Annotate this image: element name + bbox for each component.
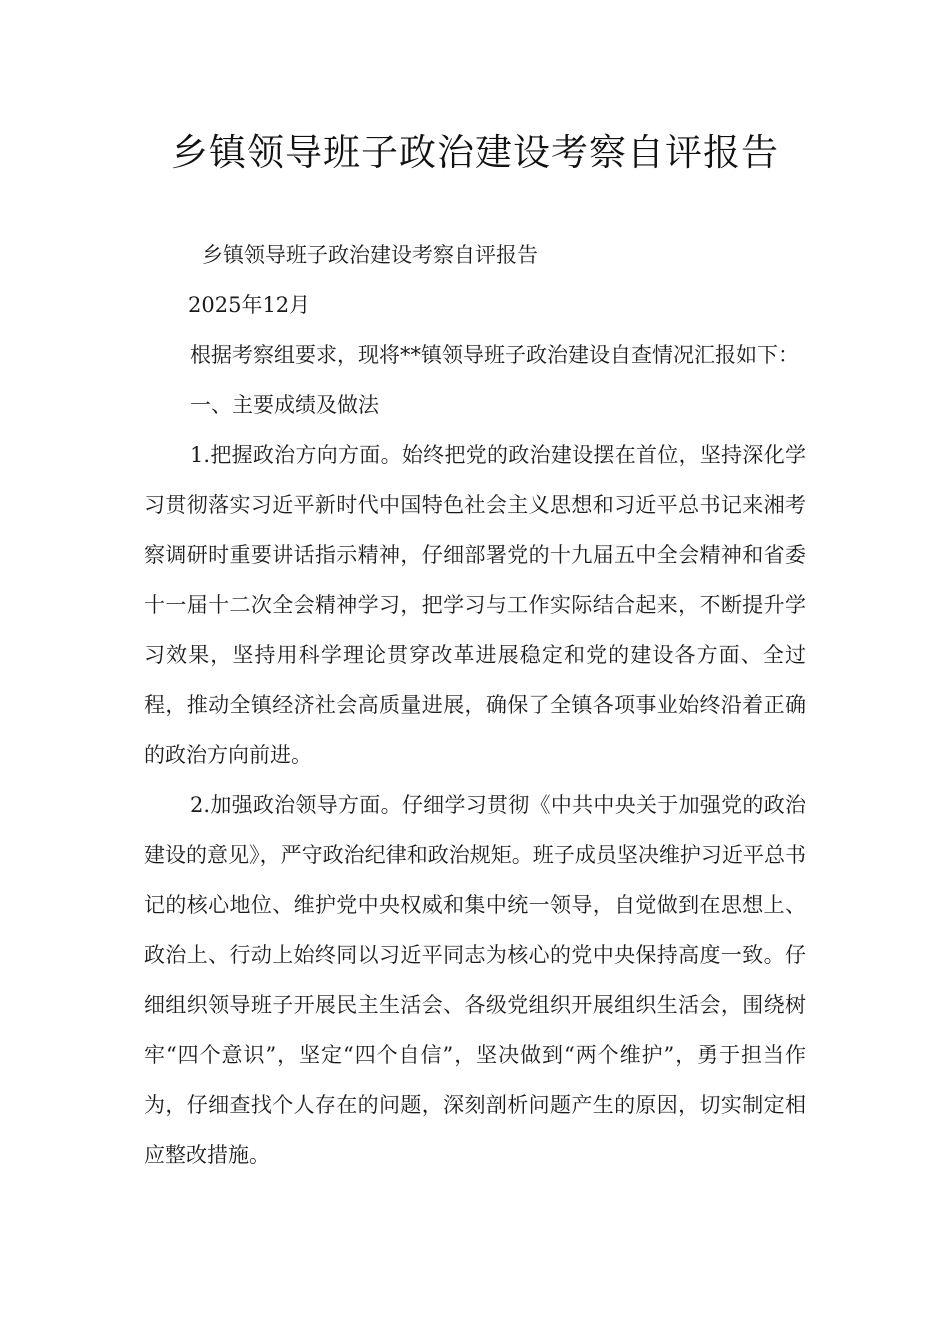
document-body xyxy=(144,230,806,1180)
document-subtitle: 乡镇领导班子政治建设考察自评报告 xyxy=(202,243,538,267)
document-date: 2025年12月 xyxy=(188,293,311,317)
document-title: 乡镇领导班子政治建设考察自评报告 xyxy=(171,131,779,174)
paragraph-political-direction: 1.把握政治方向方面。始终把党的政治建设摆在首位，坚持深化学习贯彻落实习近平新时代中国特色社会主义思想和习近平总书记来湘考察调研时重要讲话指示精神，仔细部署党的十九届五中全会精神和省委十一届十二次全会精神学习，把学习与工作实际结合起来，不断提升学习效果，坚持用科学理论贯穿改革进展稳定和党的建设各方面、全过程，推动全镇经济社会高质量进展，确保了全镇各项事业始终沿着正确的政治方向前进。 xyxy=(144,443,806,767)
intro-paragraph: 根据考察组要求，现将**镇领导班子政治建设自查情况汇报如下： xyxy=(190,343,799,367)
paragraph-political-leadership: 2.加强政治领导方面。仔细学习贯彻《中共中央关于加强党的政治建设的意见》，严守政治纪律和政治规矩。班子成员坚决维护习近平总书记的核心地位、维护党中央权威和集中统一领导，自觉做到在思想上、政治上、行动上始终同以习近平同志为核心的党中央保持高度一致。仔细组织领导班子开展民主生活会、各级党组织开展组织生活会，围绕树牢“四个意识”，坚定“四个自信”，坚决做到“两个维护”，勇于担当作为，仔细查找个人存在的问题，深刻剖析问题产生的原因，切实制定相应整改措施。 xyxy=(144,793,806,1167)
section-heading: 一、主要成绩及做法 xyxy=(190,393,379,417)
